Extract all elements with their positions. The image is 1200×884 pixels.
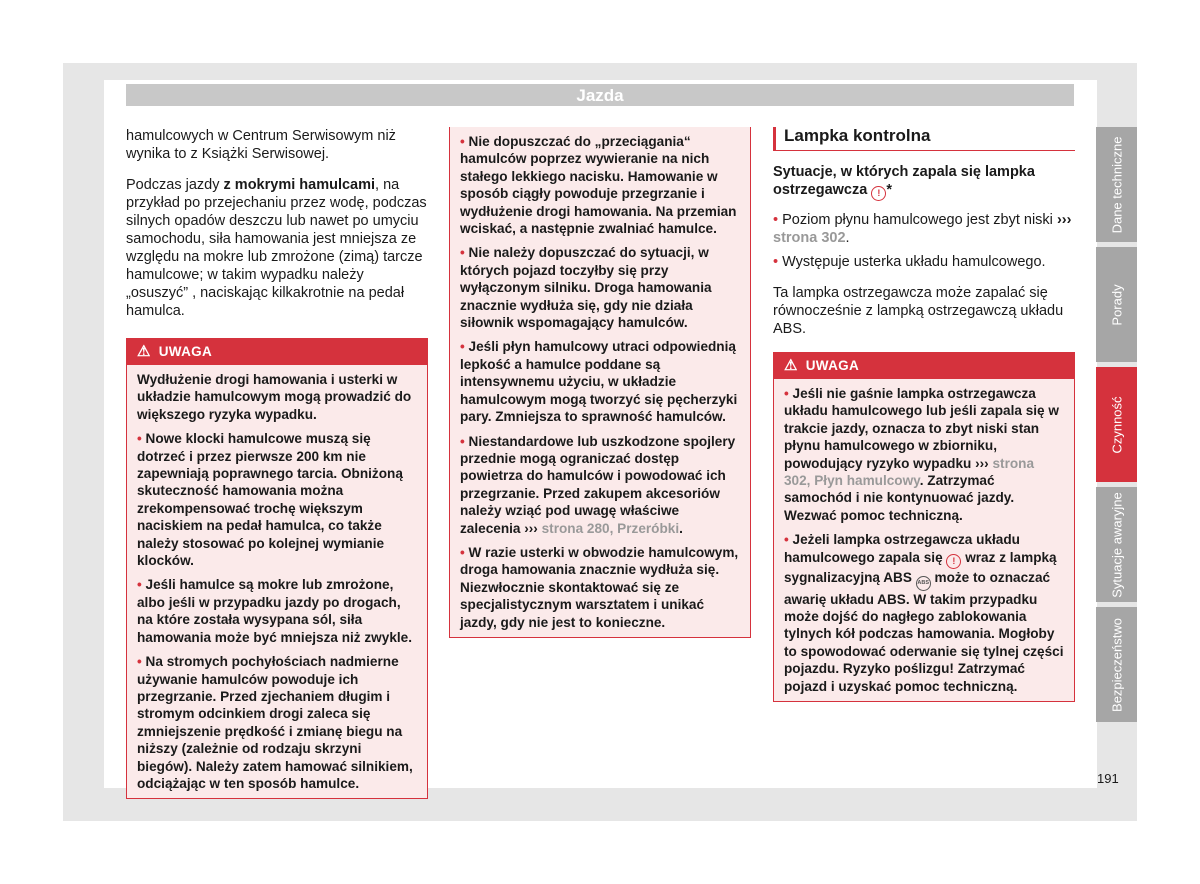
brake-warning-icon: ! (871, 186, 886, 201)
cross-reference-link[interactable]: strona 302, Płyn hamulcowy (784, 455, 1035, 489)
warning-box-continued (449, 127, 751, 638)
warning-item: • Jeśli hamulce są mokre lub zmrożone, albo jeśli w przypadku jazdy po drogach, na które została wysypana sól, siła hamowania może być mniejsza niż zwykle. (137, 577, 412, 645)
tab-czynnosc[interactable]: Czynność (1096, 367, 1137, 482)
abs-icon: ABS (916, 576, 931, 591)
cross-reference-link[interactable]: strona 302 (773, 230, 846, 246)
warning-triangle-icon: ⚠ (784, 357, 798, 374)
warning-header: ⚠ UWAGA (127, 339, 427, 365)
tab-dane-techniczne[interactable]: Dane techniczne (1096, 127, 1137, 242)
warning-intro: Wydłużenie drogi hamowania i usterki w układzie hamulcowym mogą prowadzić do większego ryzyka wypadku. (137, 372, 412, 422)
paragraph: Podczas jazdy z mokrymi hamulcami, na przykład po przejechaniu przez wodę, podczas silnych opadów deszczu lub nawet po umyciu samochodu, siła hamowania jest mniejsza ze względu na mokre lub zmrożone (zimą) tarcze hamulcowe; w takim wypadku należy „osuszyć” , naciskając kilkakrotnie na pedał hamulca. (126, 177, 427, 319)
column-left (126, 127, 428, 799)
paragraph: Ta lampka ostrzegawcza może zapalać się równocześnie z lampką ostrzegawczą układu ABS. (773, 285, 1064, 337)
warning-header: ⚠ UWAGA (774, 353, 1074, 379)
paragraph: hamulcowych w Centrum Serwisowym niż wynika to z Książki Serwisowej. (126, 128, 396, 162)
section-title: Lampka kontrolna (773, 127, 1075, 151)
warning-item: • Jeżeli lampka ostrzegawcza układu hamulcowego zapala się ! wraz z lampką sygnalizacyjną ABS ABS może to oznaczać awarię układu ABS. W takim przypadku może dojść do nagłego zablokowania tylnych kół podczas hamowania. Mogłoby to spowodować oderwanie się tylnej części pojazdu. Ryzyko poślizgu! Zatrzymać pojazd i uzyskać pomoc techniczną. (784, 532, 1064, 694)
warning-body (450, 127, 750, 637)
warning-box (126, 338, 428, 799)
subheading: Sytuacje, w których zapala się lampka ostrzegawcza ! * (773, 163, 1075, 201)
warning-box (773, 352, 1075, 702)
warning-item: • Jeśli nie gaśnie lampka ostrzegawcza układu hamulcowego lub jeśli zapala się w trakcie jazdy, oznacza to zbyt niski stan płynu hamulcowego w zbiorniku, powodujący ryzyko wypadku ››› strona 302, Płyn hamulcowy. Zatrzymać samochód i nie kontynuować jazdy. Wezwać pomoc techniczną. (784, 386, 1059, 523)
warning-triangle-icon: ⚠ (137, 343, 151, 360)
brake-warning-icon: ! (946, 554, 961, 569)
warning-body (127, 365, 427, 798)
cross-reference-link[interactable]: strona 280, Przeróbki (541, 520, 680, 536)
warning-item: • Jeśli płyn hamulcowy utraci odpowiednią lepkość a hamulce poddane są intensywnemu użyciu, w układzie hamulcowym mogą tworzyć się pęcherzyki pary. Zmniejsza to sprawność hamulców. (460, 339, 738, 425)
column-middle (449, 127, 751, 638)
warning-item: • W razie usterki w obwodzie hamulcowym, droga hamowania znacznie wydłuża się. Niezwłocznie skontaktować się ze specjalistycznym warsztatem i unikać jazdy, gdy nie jest to konieczne. (460, 544, 739, 630)
warning-item: • Niestandardowe lub uszkodzone spojlery przednie mogą ograniczać dostęp powietrza do hamulców i powodować ich przegrzanie. Przed zakupem akcesoriów należy wziąć pod uwagę właściwe zalecenia ››› strona 280, Przeróbki. (460, 433, 736, 536)
page-header: Jazda (126, 84, 1074, 106)
warning-body (774, 379, 1074, 701)
tab-bezpieczenstwo[interactable]: Bezpieczeństwo (1096, 607, 1137, 722)
warning-item: • Nowe klocki hamulcowe muszą się dotrzeć i przez pierwsze 200 km nie zapewniają poprawnego tarcia. Obniżoną skuteczność hamowania można zrekompensować trochę większym naciskiem na pedał hamulca, co także należy stosować po kolejnej wymianie klocków. (137, 431, 403, 569)
warning-item: • Na stromych pochyłościach nadmierne używanie hamulców powoduje ich przegrzanie. Przed zjechaniem długim i stromym odcinkiem drogi zaleca się zmniejszenie prędkość i zmianę biegu na niższy (zależnie od rodzaju skrzyni biegów). Należy zatem hamować silnikiem, odciążając w ten sposób hamulce. (137, 654, 413, 791)
list-item: • Występuje usterka układu hamulcowego. (773, 254, 1046, 270)
column-right (773, 127, 1075, 702)
list-item: • Poziom płynu hamulcowego jest zbyt niski ››› strona 302. (773, 212, 1072, 246)
tab-sytuacje-awaryjne[interactable]: Sytuacje awaryjne (1096, 487, 1137, 602)
warning-item: • Nie należy dopuszczać do sytuacji, w których pojazd toczyłby się przy wyłączonym silniku. Droga hamowania znacznie wydłuża się, gdy nie działa siłownik wspomagający hamulców. (460, 245, 712, 331)
warning-item: • Nie dopuszczać do „przeciągania“ hamulców poprzez wywieranie na nich stałego lekkiego nacisku. Hamowanie w sposób ciągły powoduje przegrzanie i wydłużenie drogi hamowania. Na przemian wciskać, a następnie zwalniać hamulce. (460, 134, 737, 237)
page-number: 191 (1097, 771, 1119, 786)
tab-porady[interactable]: Porady (1096, 247, 1137, 362)
